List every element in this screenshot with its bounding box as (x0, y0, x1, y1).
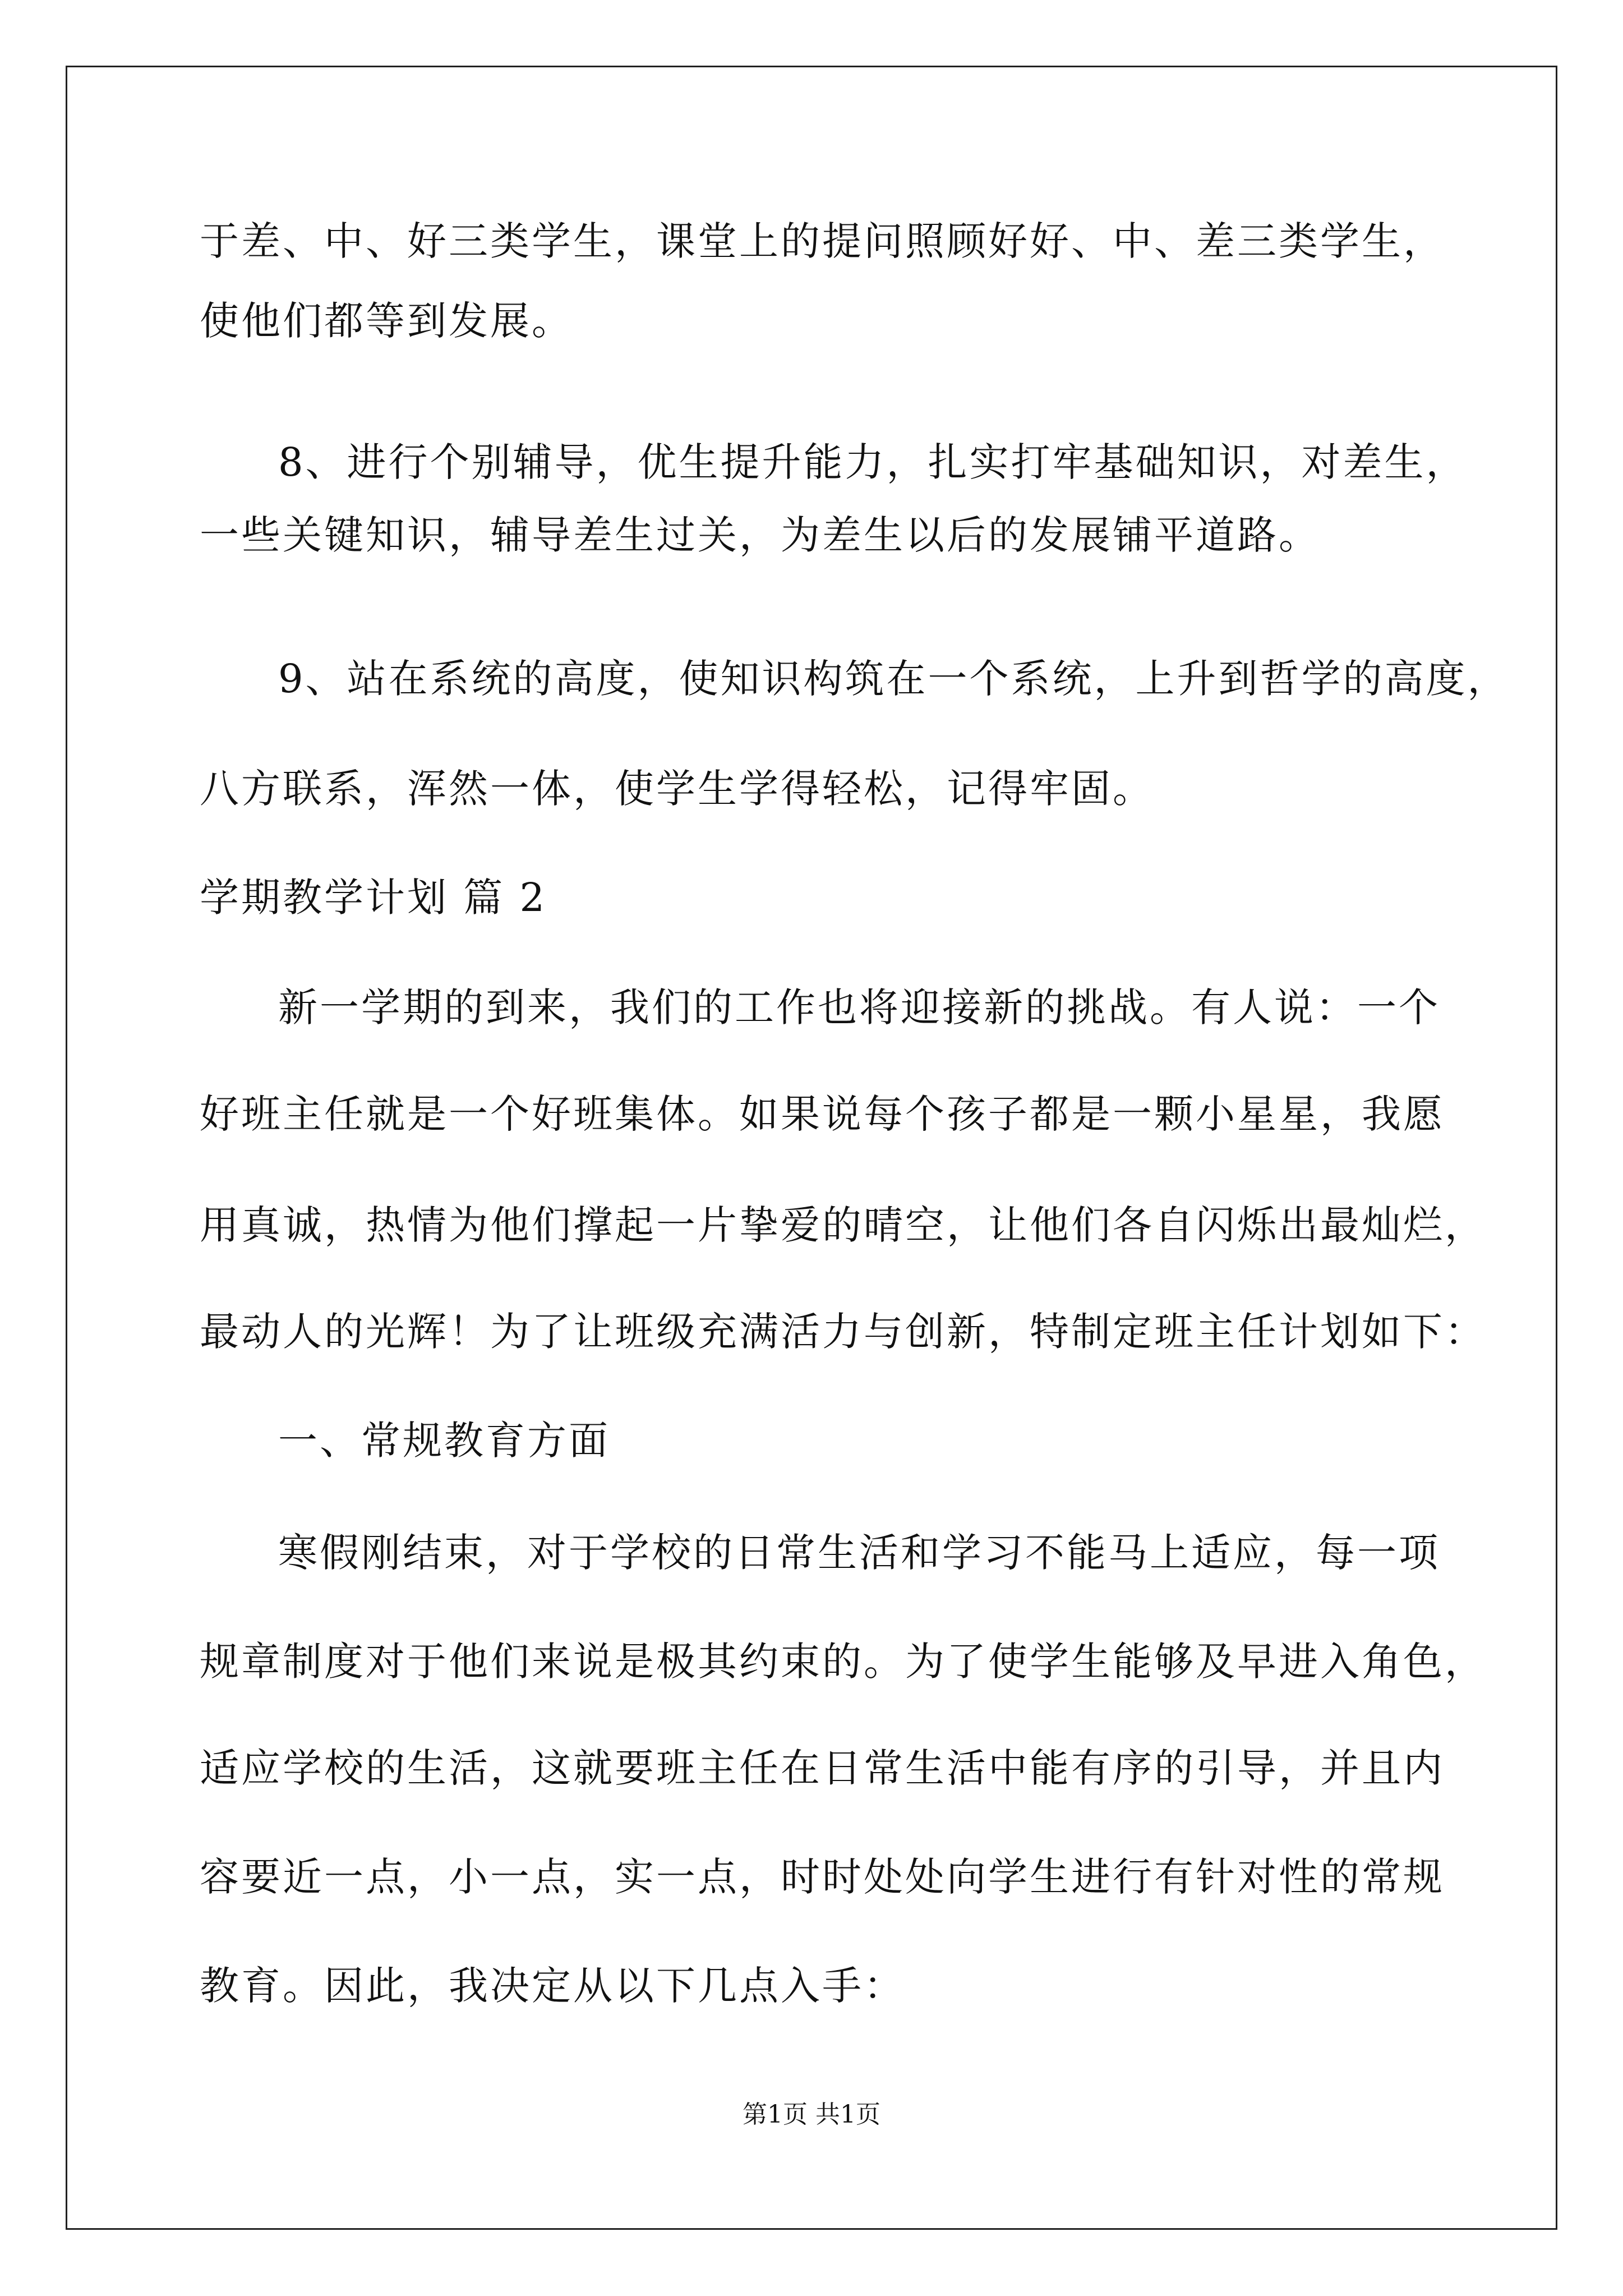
text-line-17: 教育。因此，我决定从以下几点入手： (200, 1963, 905, 2009)
text-line-3: 8、进行个别辅导，优生提升能力，扎实打牢基础知识，对差生， (278, 439, 1468, 485)
section-heading: 学期教学计划 篇 2 (200, 875, 547, 921)
page-number-footer: 第1页 共1页 (743, 2100, 880, 2129)
subheading-regular-education: 一、常规教育方面 (278, 1418, 610, 1464)
text-line-13: 寒假刚结束，对于学校的日常生活和学习不能马上适应，每一项 (278, 1530, 1440, 1576)
text-line-16: 容要近一点，小一点，实一点，时时处处向学生进行有针对性的常规 (200, 1854, 1445, 1900)
text-line-5: 9、站在系统的高度，使知识构筑在一个系统，上升到哲学的高度， (278, 656, 1509, 702)
page-border (66, 66, 1557, 2230)
text-line-4: 一些关键知识，辅导差生过关，为差生以后的发展铺平道路。 (200, 512, 1320, 558)
text-line-14: 规章制度对于他们来说是极其约束的。为了使学生能够及早进入角色， (200, 1639, 1486, 1685)
text-line-15: 适应学校的生活，这就要班主任在日常生活中能有序的引导，并且内 (200, 1745, 1445, 1791)
text-line-10: 用真诚，热情为他们撑起一片挚爱的晴空，让他们各自闪烁出最灿烂， (200, 1202, 1486, 1248)
text-line-1: 于差、中、好三类学生，课堂上的提问照顾好好、中、差三类学生， (200, 218, 1445, 264)
text-line-6: 八方联系，浑然一体，使学生学得轻松，记得牢固。 (200, 766, 1154, 812)
text-line-8: 新一学期的到来，我们的工作也将迎接新的挑战。有人说：一个 (278, 984, 1440, 1030)
text-line-2: 使他们都等到发展。 (200, 298, 573, 344)
text-line-11: 最动人的光辉！为了让班级充满活力与创新，特制定班主任计划如下： (200, 1309, 1486, 1355)
text-line-9: 好班主任就是一个好班集体。如果说每个孩子都是一颗小星星，我愿 (200, 1091, 1445, 1137)
